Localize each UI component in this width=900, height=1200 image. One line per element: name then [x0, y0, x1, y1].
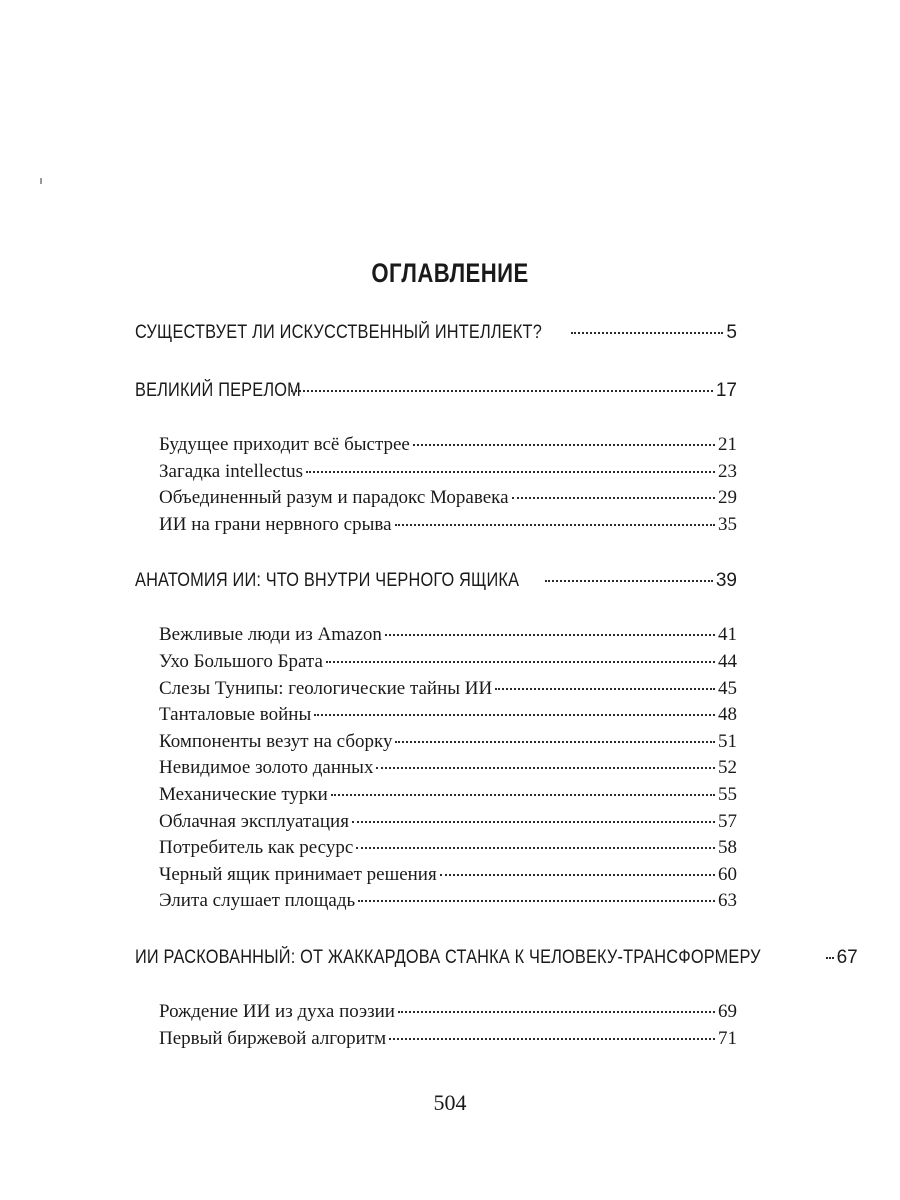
section-title: Первый биржевой алгоритм: [159, 1027, 387, 1049]
dot-leader: [395, 524, 715, 526]
chapter-title: ИИ РАСКОВАННЫЙ: ОТ ЖАККАРДОВА СТАНКА К ЧЕЛОВЕКУ-ТРАНСФОРМЕРУ: [135, 946, 761, 968]
dot-leader: [413, 444, 715, 446]
page-number: 504: [433, 1090, 467, 1115]
section-page-number: 29: [718, 487, 737, 509]
toc-section-entry[interactable]: [159, 755, 737, 782]
section-page-number: 55: [718, 783, 737, 805]
table-of-contents: [135, 318, 858, 1052]
section-page-number: 57: [718, 810, 737, 832]
toc-section-entry[interactable]: [159, 649, 737, 676]
dot-leader: [512, 497, 715, 499]
dot-leader: [389, 1038, 715, 1040]
toc-chapter-entry[interactable]: [135, 943, 858, 973]
section-title: Танталовые войны: [159, 704, 312, 726]
chapter-spacer: [135, 348, 737, 376]
section-page-number: 63: [718, 890, 737, 912]
toc-section-entry[interactable]: [159, 729, 737, 756]
section-page-number: 52: [718, 757, 737, 779]
section-spacer: [135, 406, 737, 432]
section-spacer: [135, 973, 737, 999]
dot-leader: [376, 767, 715, 769]
dot-leader: [398, 1011, 715, 1013]
section-title: Элита слушает площадь: [159, 890, 356, 912]
toc-section-entry[interactable]: [159, 459, 737, 486]
section-title: Загадка intellectus: [159, 460, 304, 482]
section-title: Объединенный разум и парадокс Моравека: [159, 487, 509, 509]
dot-leader: [314, 714, 715, 716]
section-title: Облачная эксплуатация: [159, 810, 349, 832]
section-page-number: 45: [718, 677, 737, 699]
dot-leader: [326, 661, 715, 663]
section-page-number: 58: [718, 837, 737, 859]
dot-leader: [826, 957, 834, 959]
toc-section-entry[interactable]: [159, 622, 737, 649]
toc-chapter-entry[interactable]: [135, 318, 737, 348]
section-page-number: 23: [718, 460, 737, 482]
dot-leader: [440, 874, 715, 876]
chapter-title: АНАТОМИЯ ИИ: ЧТО ВНУТРИ ЧЕРНОГО ЯЩИКА: [135, 570, 520, 592]
section-title: ИИ на грани нервного срыва: [159, 513, 392, 535]
toc-chapter-entry[interactable]: [135, 376, 737, 406]
section-page-number: 51: [718, 730, 737, 752]
chapter-page-number: 39: [715, 570, 737, 592]
toc-section-entry[interactable]: [159, 809, 737, 836]
toc-section-entry[interactable]: [159, 782, 737, 809]
section-page-number: 35: [718, 513, 737, 535]
toc-section-entry[interactable]: [159, 432, 737, 459]
section-title: Компоненты везут на сборку: [159, 730, 393, 752]
dot-leader: [331, 794, 715, 796]
dot-leader: [356, 847, 715, 849]
dot-leader: [358, 900, 715, 902]
section-title: Будущее приходит всё быстрее: [159, 434, 410, 455]
dot-leader: [306, 471, 715, 473]
section-page-number: 69: [718, 1000, 737, 1022]
toc-section-entry[interactable]: [159, 702, 737, 729]
section-title: Невидимое золото данных: [159, 757, 374, 779]
toc-section-entry[interactable]: [159, 485, 737, 512]
chapter-title: СУЩЕСТВУЕТ ЛИ ИСКУССТВЕННЫЙ ИНТЕЛЛЕКТ?: [135, 322, 542, 343]
section-page-number: 44: [718, 650, 737, 672]
section-page-number: 41: [718, 624, 737, 646]
section-page-number: 48: [718, 704, 737, 726]
toc-section-entry[interactable]: [159, 835, 737, 862]
dot-leader: [571, 332, 723, 334]
dot-leader: [395, 741, 715, 743]
dot-leader: [545, 580, 713, 582]
toc-section-entry[interactable]: [159, 1026, 737, 1053]
section-page-number: 60: [718, 863, 737, 885]
toc-section-entry[interactable]: [159, 888, 737, 915]
chapter-spacer: [135, 538, 737, 566]
toc-section-entry[interactable]: [159, 676, 737, 703]
section-title: Вежливые люди из Amazon: [159, 624, 382, 646]
margin-mark: [40, 178, 42, 184]
toc-chapter-entry[interactable]: [135, 566, 737, 596]
section-spacer: [135, 596, 737, 622]
section-page-number: 21: [718, 434, 737, 455]
section-page-number: 71: [718, 1027, 737, 1049]
section-title: Черный ящик принимает решения: [159, 863, 437, 885]
toc-heading: ОГЛАВЛЕНИЕ: [371, 258, 529, 288]
chapter-page-number: 5: [726, 322, 737, 343]
dot-leader: [495, 688, 715, 690]
dot-leader: [291, 390, 713, 392]
toc-section-entry[interactable]: [159, 999, 737, 1026]
chapter-page-number: 67: [836, 946, 858, 968]
section-title: Рождение ИИ из духа поэзии: [159, 1000, 395, 1022]
chapter-spacer: [135, 915, 737, 943]
section-title: Ухо Большого Брата: [159, 650, 323, 672]
toc-section-entry[interactable]: [159, 862, 737, 889]
chapter-page-number: 17: [715, 380, 737, 401]
section-title: Слезы Тунипы: геологические тайны ИИ: [159, 677, 493, 699]
chapter-title: ВЕЛИКИЙ ПЕРЕЛОМ: [135, 380, 301, 401]
section-title: Механические турки: [159, 783, 328, 805]
dot-leader: [385, 634, 715, 636]
dot-leader: [352, 821, 715, 823]
toc-section-entry[interactable]: [159, 512, 737, 539]
section-title: Потребитель как ресурс: [159, 837, 354, 859]
